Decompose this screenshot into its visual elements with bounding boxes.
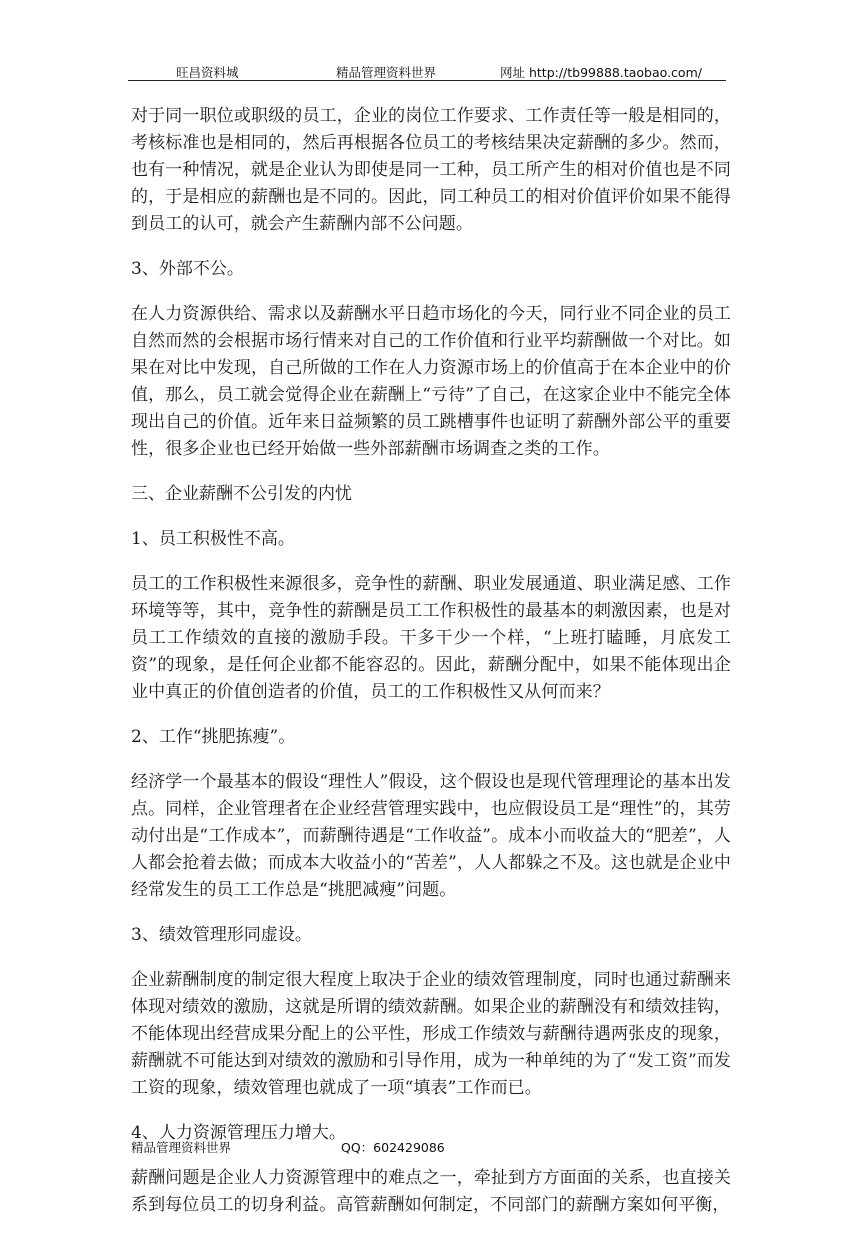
footer-qq-text: QQ：602429086 bbox=[341, 1140, 445, 1155]
paragraph: 对于同一职位或职级的员工，企业的岗位工作要求、工作责任等一般是相同的，考核标准也是相同的，然后再根据各位员工的考核结果决定薪酬的多少。然而，也有一种情况，就是企业认为即使是同一工种，员工所产生的相对价值也是不同的，于是相应的薪酬也是不同的。因此，同工种员工的相对价值评价如果不能得到员工的认可，就会产生薪酬内部不公问题。 bbox=[131, 106, 731, 234]
paragraph: 薪酬问题是企业人力资源管理中的难点之一，牵扯到方方面面的关系，也直接关系到每位员工的切身利益。高管薪酬如何制定，不同部门的薪酬方案如何平衡， bbox=[131, 1168, 731, 1215]
chapter-heading: 三、企业薪酬不公引发的内忧 bbox=[131, 484, 352, 504]
section-heading: 3、外部不公。 bbox=[131, 259, 244, 279]
document-body bbox=[131, 103, 731, 1237]
section-heading: 4、人力资源管理压力增大。 bbox=[131, 1123, 346, 1143]
header-url-text: 网址 http://tb99888.taobao.com/ bbox=[500, 65, 702, 80]
footer-left-text: 精品管理资料世界 bbox=[131, 1140, 232, 1155]
paragraph: 企业薪酬制度的制定很大程度上取决于企业的绩效管理制度，同时也通过薪酬来体现对绩效的激励，这就是所谓的绩效薪酬。如果企业的薪酬没有和绩效挂钩，不能体现出经营成果分配上的公平性，形成工作绩效与薪酬待遇两张皮的现象，薪酬就不可能达到对绩效的激励和引导作用，成为一种单纯的为了“发工资”而发工资的现象，绩效管理也就成了一项“填表”工作而已。 bbox=[131, 970, 731, 1098]
section-heading: 2、工作“挑肥拣瘦”。 bbox=[131, 727, 296, 747]
section-heading: 1、员工积极性不高。 bbox=[131, 529, 295, 549]
paragraph: 员工的工作积极性来源很多，竞争性的薪酬、职业发展通道、职业满足感、工作环境等等，其中，竞争性的薪酬是员工工作积极性的最基本的刺激因素，也是对员工工作绩效的直接的激励手段。干多干少一个样，“上班打瞌睡，月底发工资”的现象，是任何企业都不能容忍的。因此，薪酬分配中，如果不能体现出企业中真正的价值创造者的价值，员工的工作积极性又从何而来？ bbox=[131, 574, 731, 702]
page-header bbox=[128, 58, 726, 81]
header-left-text: 旺昌资料城 bbox=[176, 65, 239, 80]
paragraph: 在人力资源供给、需求以及薪酬水平日趋市场化的今天，同行业不同企业的员工自然而然的会根据市场行情来对自己的工作价值和行业平均薪酬做一个对比。如果在对比中发现，自己所做的工作在人力资源市场上的价值高于在本企业中的价值，那么，员工就会觉得企业在薪酬上“亏待”了自己，在这家企业中不能完全体现出自己的价值。近年来日益频繁的员工跳槽事件也证明了薪酬外部公平的重要性，很多企业也已经开始做一些外部薪酬市场调查之类的工作。 bbox=[131, 304, 731, 459]
section-heading: 3、绩效管理形同虚设。 bbox=[131, 925, 312, 945]
paragraph: 经济学一个最基本的假设“理性人”假设，这个假设也是现代管理理论的基本出发点。同样，企业管理者在企业经营管理实践中，也应假设员工是“理性”的，其劳动付出是“工作成本”，而薪酬待遇是“工作收益”。成本小而收益大的“肥差”，人人都会抢着去做；而成本大收益小的“苦差”，人人都躲之不及。这也就是企业中经常发生的员工工作总是“挑肥减瘦”问题。 bbox=[131, 772, 731, 900]
page-footer bbox=[131, 1138, 731, 1158]
header-center-text: 精品管理资料世界 bbox=[336, 65, 437, 80]
